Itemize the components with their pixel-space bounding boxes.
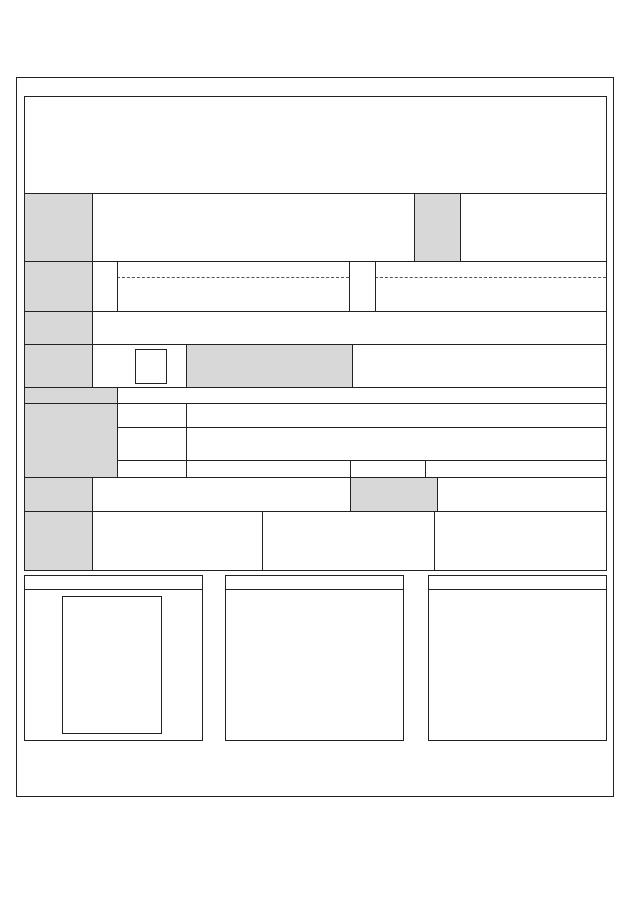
photo-frame [62,596,162,734]
main-table [24,96,607,571]
reception-box [225,575,404,741]
remarks-box [428,575,607,741]
cert-choice-box[interactable] [135,349,167,384]
